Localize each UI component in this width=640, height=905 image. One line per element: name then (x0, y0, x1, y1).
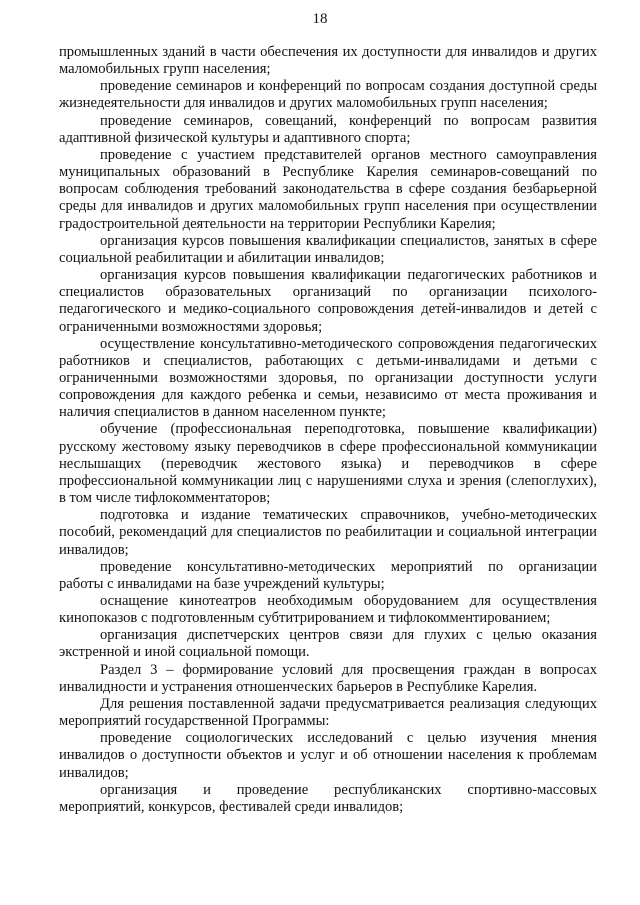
paragraph: организация и проведение республиканских спортивно-массовых мероприятий, конкурсов, фестивалей среди инвалидов; (59, 781, 597, 815)
paragraph: проведение социологических исследований с целью изучения мнения инвалидов о доступности объектов и услуг и об отношении населения к проблемам инвалидов; (59, 730, 597, 781)
paragraph: организация диспетчерских центров связи для глухих с целью оказания экстренной и иной социальной помощи. (59, 627, 597, 661)
paragraph: промышленных зданий в части обеспечения их доступности для инвалидов и других маломобильных групп населения; (59, 44, 597, 78)
paragraph: организация курсов повышения квалификации педагогических работников и специалистов образовательных организаций по организации психолого-педагогического и медико-социального сопровождения детей-инвалидов и детей с ограниченными возможностями здоровья; (59, 267, 597, 335)
paragraph: проведение семинаров, совещаний, конференций по вопросам развития адаптивной физической культуры и адаптивного спорта; (59, 112, 597, 146)
paragraph: Для решения поставленной задачи предусматривается реализация следующих мероприятий государственной Программы: (59, 695, 597, 730)
document-body (59, 44, 597, 816)
paragraph: проведение консультативно-методических мероприятий по организации работы с инвалидами на базе учреждений культуры; (59, 558, 597, 592)
page-number: 18 (312, 11, 328, 27)
paragraph: проведение семинаров и конференций по вопросам создания доступной среды жизнедеятельности для инвалидов и других маломобильных групп населения; (59, 78, 597, 112)
paragraph: осуществление консультативно-методического сопровождения педагогических работников и специалистов, работающих с детьми-инвалидами и детьми с ограниченными возможностями здоровья, по организации доступности услуги сопровождения для каждого ребенка и семьи, независимо от места проживания и наличия специалистов в данном населенном пункте; (59, 335, 597, 421)
paragraph: оснащение кинотеатров необходимым оборудованием для осуществления кинопоказов с подготовленным субтитрированием и тифлокомментированием; (59, 593, 597, 627)
section-heading-paragraph: Раздел 3 – формирование условий для просвещения граждан в вопросах инвалидности и устранения отношенческих барьеров в Республике Карелия. (59, 661, 597, 695)
paragraph: обучение (профессиональная переподготовка, повышение квалификации) русскому жестовому языку переводчиков в сфере профессиональной коммуникации неслышащих (переводчик жестового языка) и переводчиков в сфере профессиональной коммуникации лиц с нарушениями слуха и зрения (слепоглухих), в том числе тифлокомментаторов; (59, 421, 597, 507)
paragraph: организация курсов повышения квалификации специалистов, занятых в сфере социальной реабилитации и абилитации инвалидов; (59, 232, 597, 266)
paragraph: подготовка и издание тематических справочников, учебно-методических пособий, рекомендаций для специалистов по реабилитации и социальной интеграции инвалидов; (59, 507, 597, 558)
paragraph: проведение с участием представителей органов местного самоуправления муниципальных образований в Республике Карелия семинаров-совещаний по вопросам соблюдения требований законодательства в сфере создания безбарьерной среды для инвалидов и других маломобильных групп населения при осуществлении градостроительной деятельности на территории Республики Карелия; (59, 146, 597, 232)
